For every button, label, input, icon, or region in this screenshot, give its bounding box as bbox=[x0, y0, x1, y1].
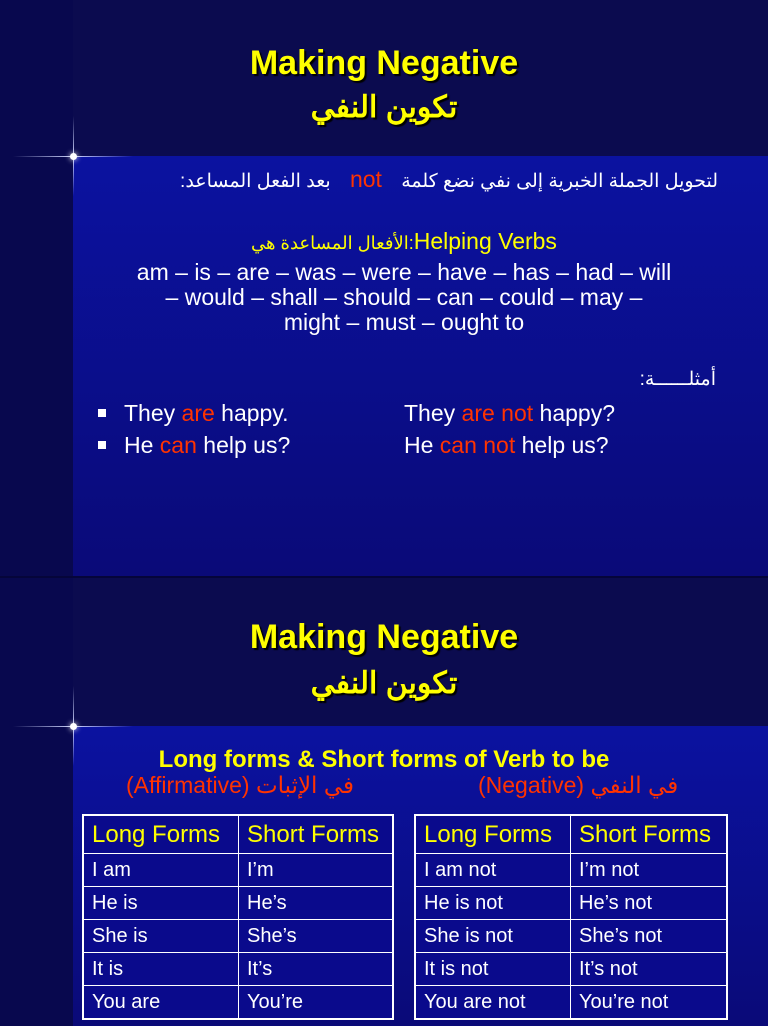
negative-label: (Negative) في النفي bbox=[478, 772, 679, 798]
example-negative-verb: can not bbox=[439, 432, 516, 458]
verbs-line-1: am – is – are – was – were – have – has – had – will bbox=[136, 259, 672, 285]
table-cell: She is not bbox=[415, 920, 571, 953]
verbs-line-3: might – must – ought to bbox=[283, 309, 525, 335]
affirmative-forms-table bbox=[82, 814, 394, 1020]
table-cell: She is bbox=[83, 920, 239, 953]
instruction-keyword-not: not bbox=[349, 166, 382, 192]
table-cell: I am bbox=[83, 854, 239, 887]
example-text: happy. bbox=[214, 400, 289, 426]
verbs-line-2: – would – shall – should – can – could – may – bbox=[165, 284, 643, 310]
bullet-icon bbox=[98, 409, 106, 417]
example-verb: are bbox=[181, 400, 215, 426]
table-cell: He is bbox=[83, 887, 239, 920]
table-row bbox=[415, 854, 727, 887]
example-negative-verb: are not bbox=[461, 400, 534, 426]
negative-forms-table bbox=[414, 814, 728, 1020]
slide-subtitle-arabic: تكوين النفي bbox=[310, 91, 458, 124]
table-header: Short Forms bbox=[571, 815, 728, 854]
example-text: They bbox=[124, 400, 182, 426]
table-cell: You’re bbox=[239, 986, 394, 1020]
table-cell: She’s bbox=[239, 920, 394, 953]
table-cell: She’s not bbox=[571, 920, 728, 953]
table-row bbox=[83, 920, 393, 953]
table-row bbox=[83, 887, 393, 920]
helping-verbs-label bbox=[40, 228, 768, 255]
table-cell: It’s bbox=[239, 953, 394, 986]
slide-title: Making Negative bbox=[249, 618, 519, 656]
table-cell: You’re not bbox=[571, 986, 728, 1020]
example-row bbox=[98, 400, 615, 427]
table-row bbox=[83, 854, 393, 887]
helping-verbs-label-ar: الأفعال المساعدة هي: bbox=[251, 233, 414, 253]
table-cell: He’s bbox=[239, 887, 394, 920]
example-verb: can bbox=[159, 432, 197, 458]
table-cell: I am not bbox=[415, 854, 571, 887]
example-text: He bbox=[124, 432, 160, 458]
example-negative: He can not help us? bbox=[404, 432, 609, 458]
table-cell: He’s not bbox=[571, 887, 728, 920]
table-header-row bbox=[83, 815, 393, 854]
section-title: Long forms & Short forms of Verb to be bbox=[158, 746, 610, 773]
example-row bbox=[98, 432, 609, 459]
table-row bbox=[415, 953, 727, 986]
bullet-icon bbox=[98, 441, 106, 449]
instruction-post: بعد الفعل المساعد: bbox=[180, 171, 331, 192]
slide-making-negative-2 bbox=[0, 576, 768, 1026]
table-cell: It is bbox=[83, 953, 239, 986]
example-negative: They are not happy? bbox=[404, 400, 615, 426]
table-cell: He is not bbox=[415, 887, 571, 920]
slide-left-band bbox=[0, 0, 73, 576]
table-row bbox=[83, 986, 393, 1020]
slide-subtitle-arabic: تكوين النفي bbox=[310, 667, 458, 700]
table-row bbox=[415, 986, 727, 1020]
instruction-pre: لتحويل الجملة الخبرية إلى نفي نضع كلمة bbox=[401, 171, 718, 192]
table-row bbox=[415, 920, 727, 953]
slide-body-area bbox=[73, 156, 768, 576]
table-cell: You are bbox=[83, 986, 239, 1020]
slide-title: Making Negative bbox=[249, 44, 519, 82]
table-row bbox=[415, 887, 727, 920]
examples-label: أمثلــــــة: bbox=[639, 369, 716, 390]
table-header: Long Forms bbox=[415, 815, 571, 854]
table-header: Long Forms bbox=[83, 815, 239, 854]
table-cell: It’s not bbox=[571, 953, 728, 986]
table-header: Short Forms bbox=[239, 815, 394, 854]
table-cell: You are not bbox=[415, 986, 571, 1020]
example-text: help us? bbox=[196, 432, 291, 458]
affirmative-label: (Affirmative) في الإثبات bbox=[126, 772, 355, 798]
table-cell: I’m bbox=[239, 854, 394, 887]
table-header-row bbox=[415, 815, 727, 854]
instruction-line bbox=[180, 166, 718, 193]
table-cell: It is not bbox=[415, 953, 571, 986]
table-cell: I’m not bbox=[571, 854, 728, 887]
helping-verbs-label-en: Helping Verbs bbox=[413, 228, 557, 254]
helping-verbs-list bbox=[100, 260, 708, 335]
table-row bbox=[83, 953, 393, 986]
